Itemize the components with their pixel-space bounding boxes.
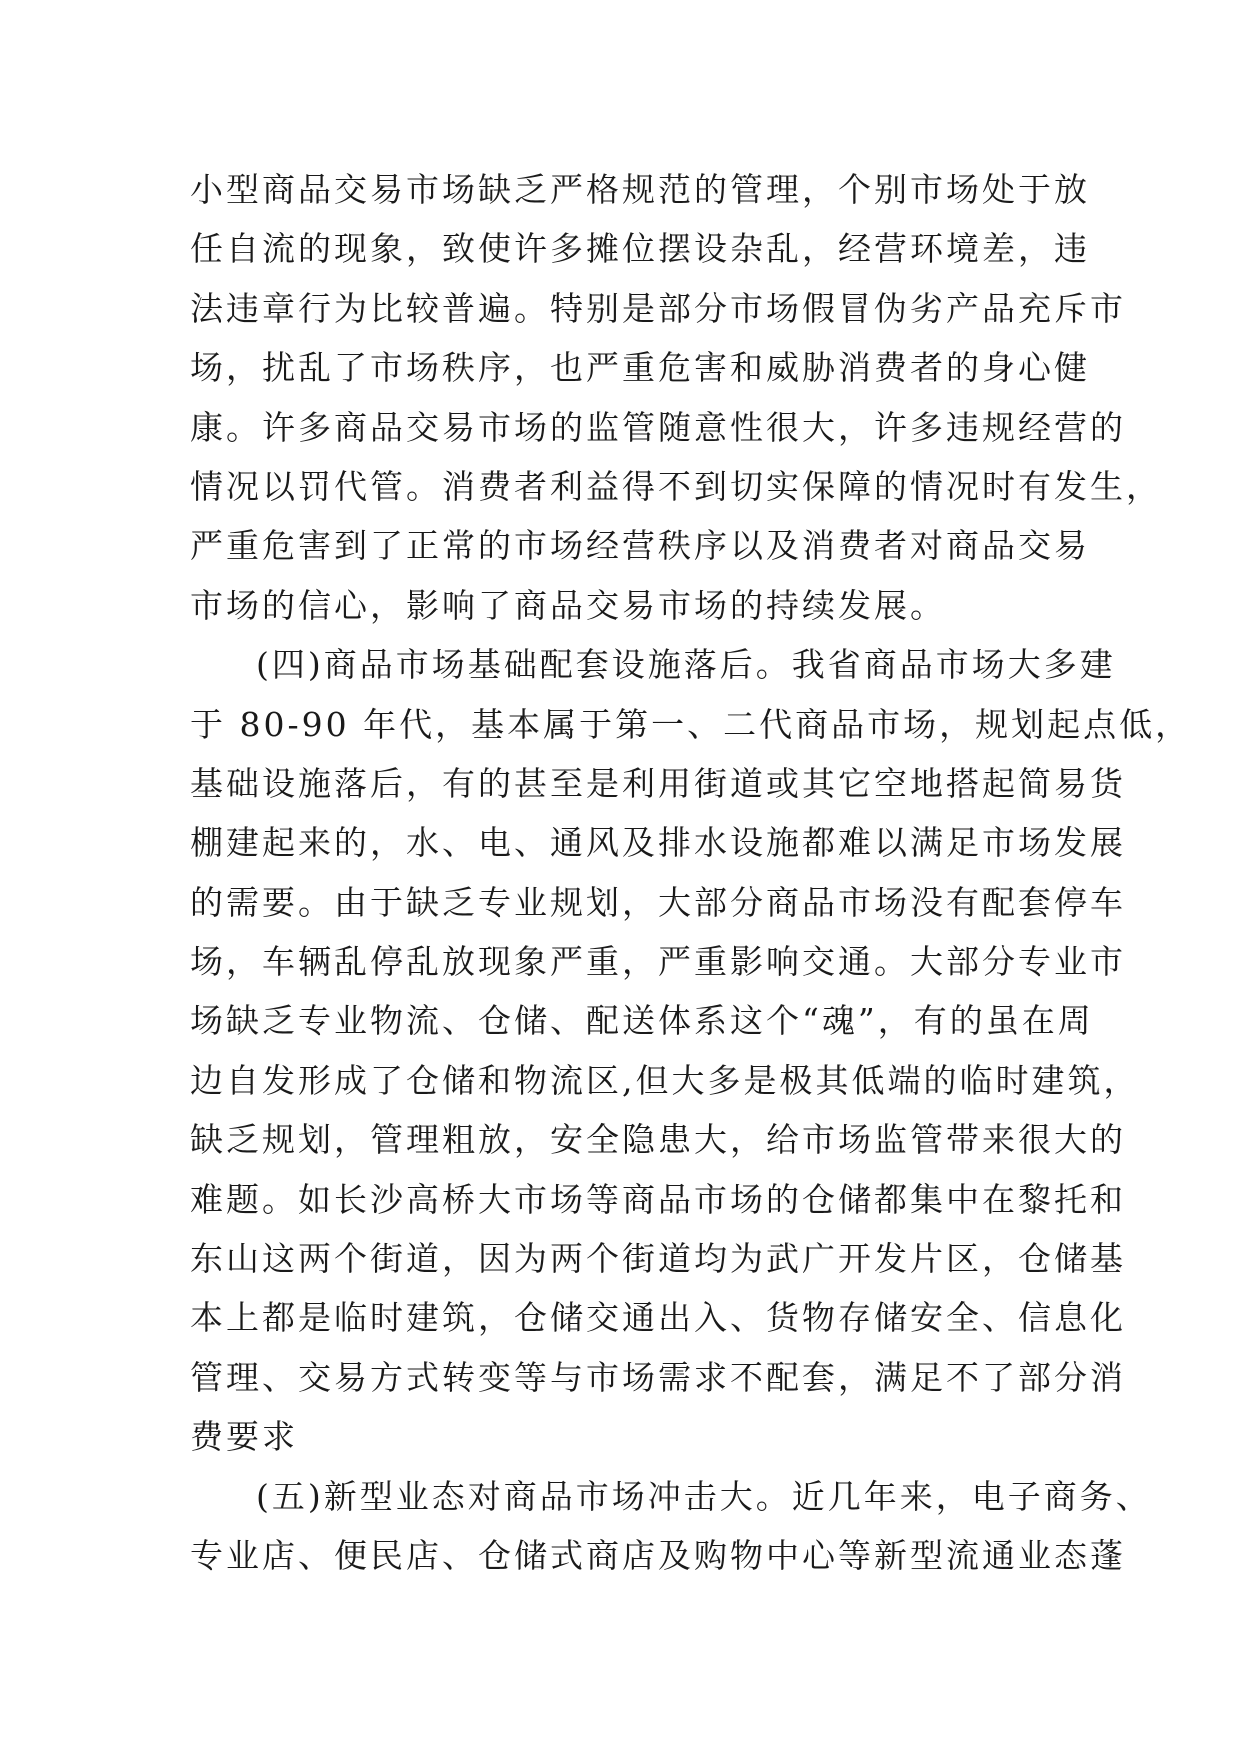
text-line: 缺乏规划，管理粗放，安全隐患大，给市场监管带来很大的	[190, 1120, 1126, 1160]
text-line: 费要求	[190, 1417, 298, 1457]
text-line: 场，车辆乱停乱放现象严重，严重影响交通。大部分专业市	[190, 942, 1126, 982]
text-line: 情况以罚代管。消费者利益得不到切实保障的情况时有发生，	[190, 466, 1162, 506]
text-line: 严重危害到了正常的市场经营秩序以及消费者对商品交易	[190, 526, 1090, 566]
text-line: 法违章行为比较普遍。特别是部分市场假冒伪劣产品充斥市	[190, 288, 1126, 328]
text-line: 康。许多商品交易市场的监管随意性很大，许多违规经营的	[190, 407, 1126, 447]
section-heading-line: (四)商品市场基础配套设施落后。我省商品市场大多建	[256, 645, 1116, 685]
body-text	[190, 160, 1192, 1585]
text-line: 难题。如长沙高桥大市场等商品市场的仓储都集中在黎托和	[190, 1179, 1126, 1219]
text-line: 管理、交易方式转变等与市场需求不配套，满足不了部分消	[190, 1357, 1126, 1397]
text-line: 小型商品交易市场缺乏严格规范的管理，个别市场处于放	[190, 170, 1090, 209]
text-line: 东山这两个街道，因为两个街道均为武广开发片区，仓储基	[190, 1239, 1126, 1279]
text-line: 任自流的现象，致使许多摊位摆设杂乱，经营环境差，违	[190, 229, 1090, 269]
section-heading-line: (五)新型业态对商品市场冲击大。近几年来，电子商务、	[256, 1476, 1152, 1516]
text-line: 专业店、便民店、仓储式商店及购物中心等新型流通业态蓬	[190, 1535, 1126, 1575]
text-line: 基础设施落后，有的甚至是利用街道或其它空地搭起简易货	[190, 763, 1126, 803]
text-line: 的需要。由于缺乏专业规划，大部分商品市场没有配套停车	[190, 882, 1126, 922]
text-line: 棚建起来的，水、电、通风及排水设施都难以满足市场发展	[190, 823, 1126, 863]
text-line: 边自发形成了仓储和物流区,但大多是极其低端的临时建筑，	[190, 1060, 1140, 1100]
text-line: 场缺乏专业物流、仓储、配送体系这个“魂”，有的虽在周	[190, 1001, 1094, 1041]
text-line: 市场的信心，影响了商品交易市场的持续发展。	[190, 585, 946, 625]
text-line: 本上都是临时建筑，仓储交通出入、货物存储安全、信息化	[190, 1298, 1126, 1338]
text-line: 场，扰乱了市场秩序，也严重危害和威胁消费者的身心健	[190, 348, 1090, 388]
text-line: 于 80-90 年代，基本属于第一、二代商品市场，规划起点低，	[190, 704, 1192, 744]
